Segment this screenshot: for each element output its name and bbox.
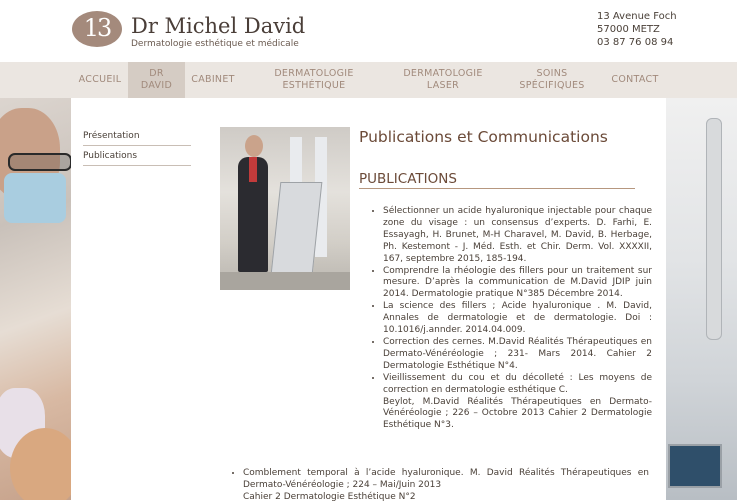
subnav-item-publications[interactable]: Publications: [83, 149, 191, 166]
nav-item-soins-specifiques[interactable]: SOINS SPÉCIFIQUES: [519, 68, 585, 91]
side-image-right: [666, 98, 737, 500]
site-header: [0, 0, 737, 62]
list-item: • Comblement temporal à l’acide hyaluronique. M. David Réalités Thérapeutiques en Dermato-Vénéréologie ; 224 – Mai/Juin 2013 Cahier 2 Dermatologie Esthétique N°2: [243, 468, 649, 504]
list-item: • Vieillissement du cou et du décolleté : Les moyens de correction en dermatologie esthétique C. Beylot, M.David Réalités Thérapeutiques en Dermato-Vénéréologie ; 226 – Octobre 2013 Cahier 2 Dermatologie Esthétique N°3.: [383, 373, 652, 433]
list-item: • Correction des cernes. M.David Réalités Thérapeutiques en Dermato-Vénéréologie ; 231- Mars 2014. Cahier 2 Dermatologie Esthétique N°4.: [383, 337, 652, 373]
nav-item-dermatologie-esthetique[interactable]: DERMATOLOGIE ESTHÉTIQUE: [274, 68, 354, 91]
nav-item-cabinet[interactable]: CABINET: [191, 74, 235, 85]
list-item: • La science des fillers ; Acide hyaluronique . M. David, Annales de dermatologie et de dermatologie. Doi : 10.1016/j.annder. 2014.04.009.: [383, 301, 652, 337]
address-phone[interactable]: 03 87 76 08 94: [597, 37, 674, 48]
subnav-item-presentation[interactable]: Présentation: [83, 129, 191, 146]
nav-item-dr-david[interactable]: DR DAVID: [128, 62, 185, 98]
main-nav: [0, 62, 737, 98]
nav-item-accueil[interactable]: ACCUEIL: [78, 74, 122, 85]
section-heading: PUBLICATIONS: [359, 171, 635, 189]
publications-list: [367, 206, 652, 432]
page-title: Publications et Communications: [359, 128, 608, 146]
doctor-photo: [220, 127, 350, 290]
list-item: • Sélectionner un acide hyaluronique injectable pour chaque zone du visage : un consensus d’experts. D. Farhi, E. Essayagh, H. Brunet, M-H Charavel, M. David, B. Herbage, Ph. Kestemont - J. Méd. Esth. et Chir. Derm. Vol. XXXXII, 167, septembre 2015, 185-194.: [383, 206, 652, 266]
nav-item-dermatologie-laser[interactable]: DERMATOLOGIE LASER: [403, 68, 483, 91]
logo[interactable]: [72, 11, 122, 47]
logo-text: 13: [83, 14, 111, 42]
address-city: 57000 METZ: [597, 24, 660, 35]
side-image-left: [0, 98, 71, 500]
publications-list-continued: [229, 468, 649, 504]
brand-tagline: Dermatologie esthétique et médicale: [131, 39, 299, 49]
nav-item-contact[interactable]: CONTACT: [611, 74, 659, 85]
sub-navigation: [83, 129, 191, 169]
list-item: • Comprendre la rhéologie des fillers pour un traitement sur mesure. D’après la communication de M.David JDIP juin 2014. Dermatologie pratique N°385 Décembre 2014.: [383, 266, 652, 302]
address-block: [597, 10, 677, 49]
address-street: 13 Avenue Foch: [597, 11, 677, 22]
brand-name[interactable]: Dr Michel David: [131, 14, 306, 38]
main-content: [71, 98, 666, 500]
